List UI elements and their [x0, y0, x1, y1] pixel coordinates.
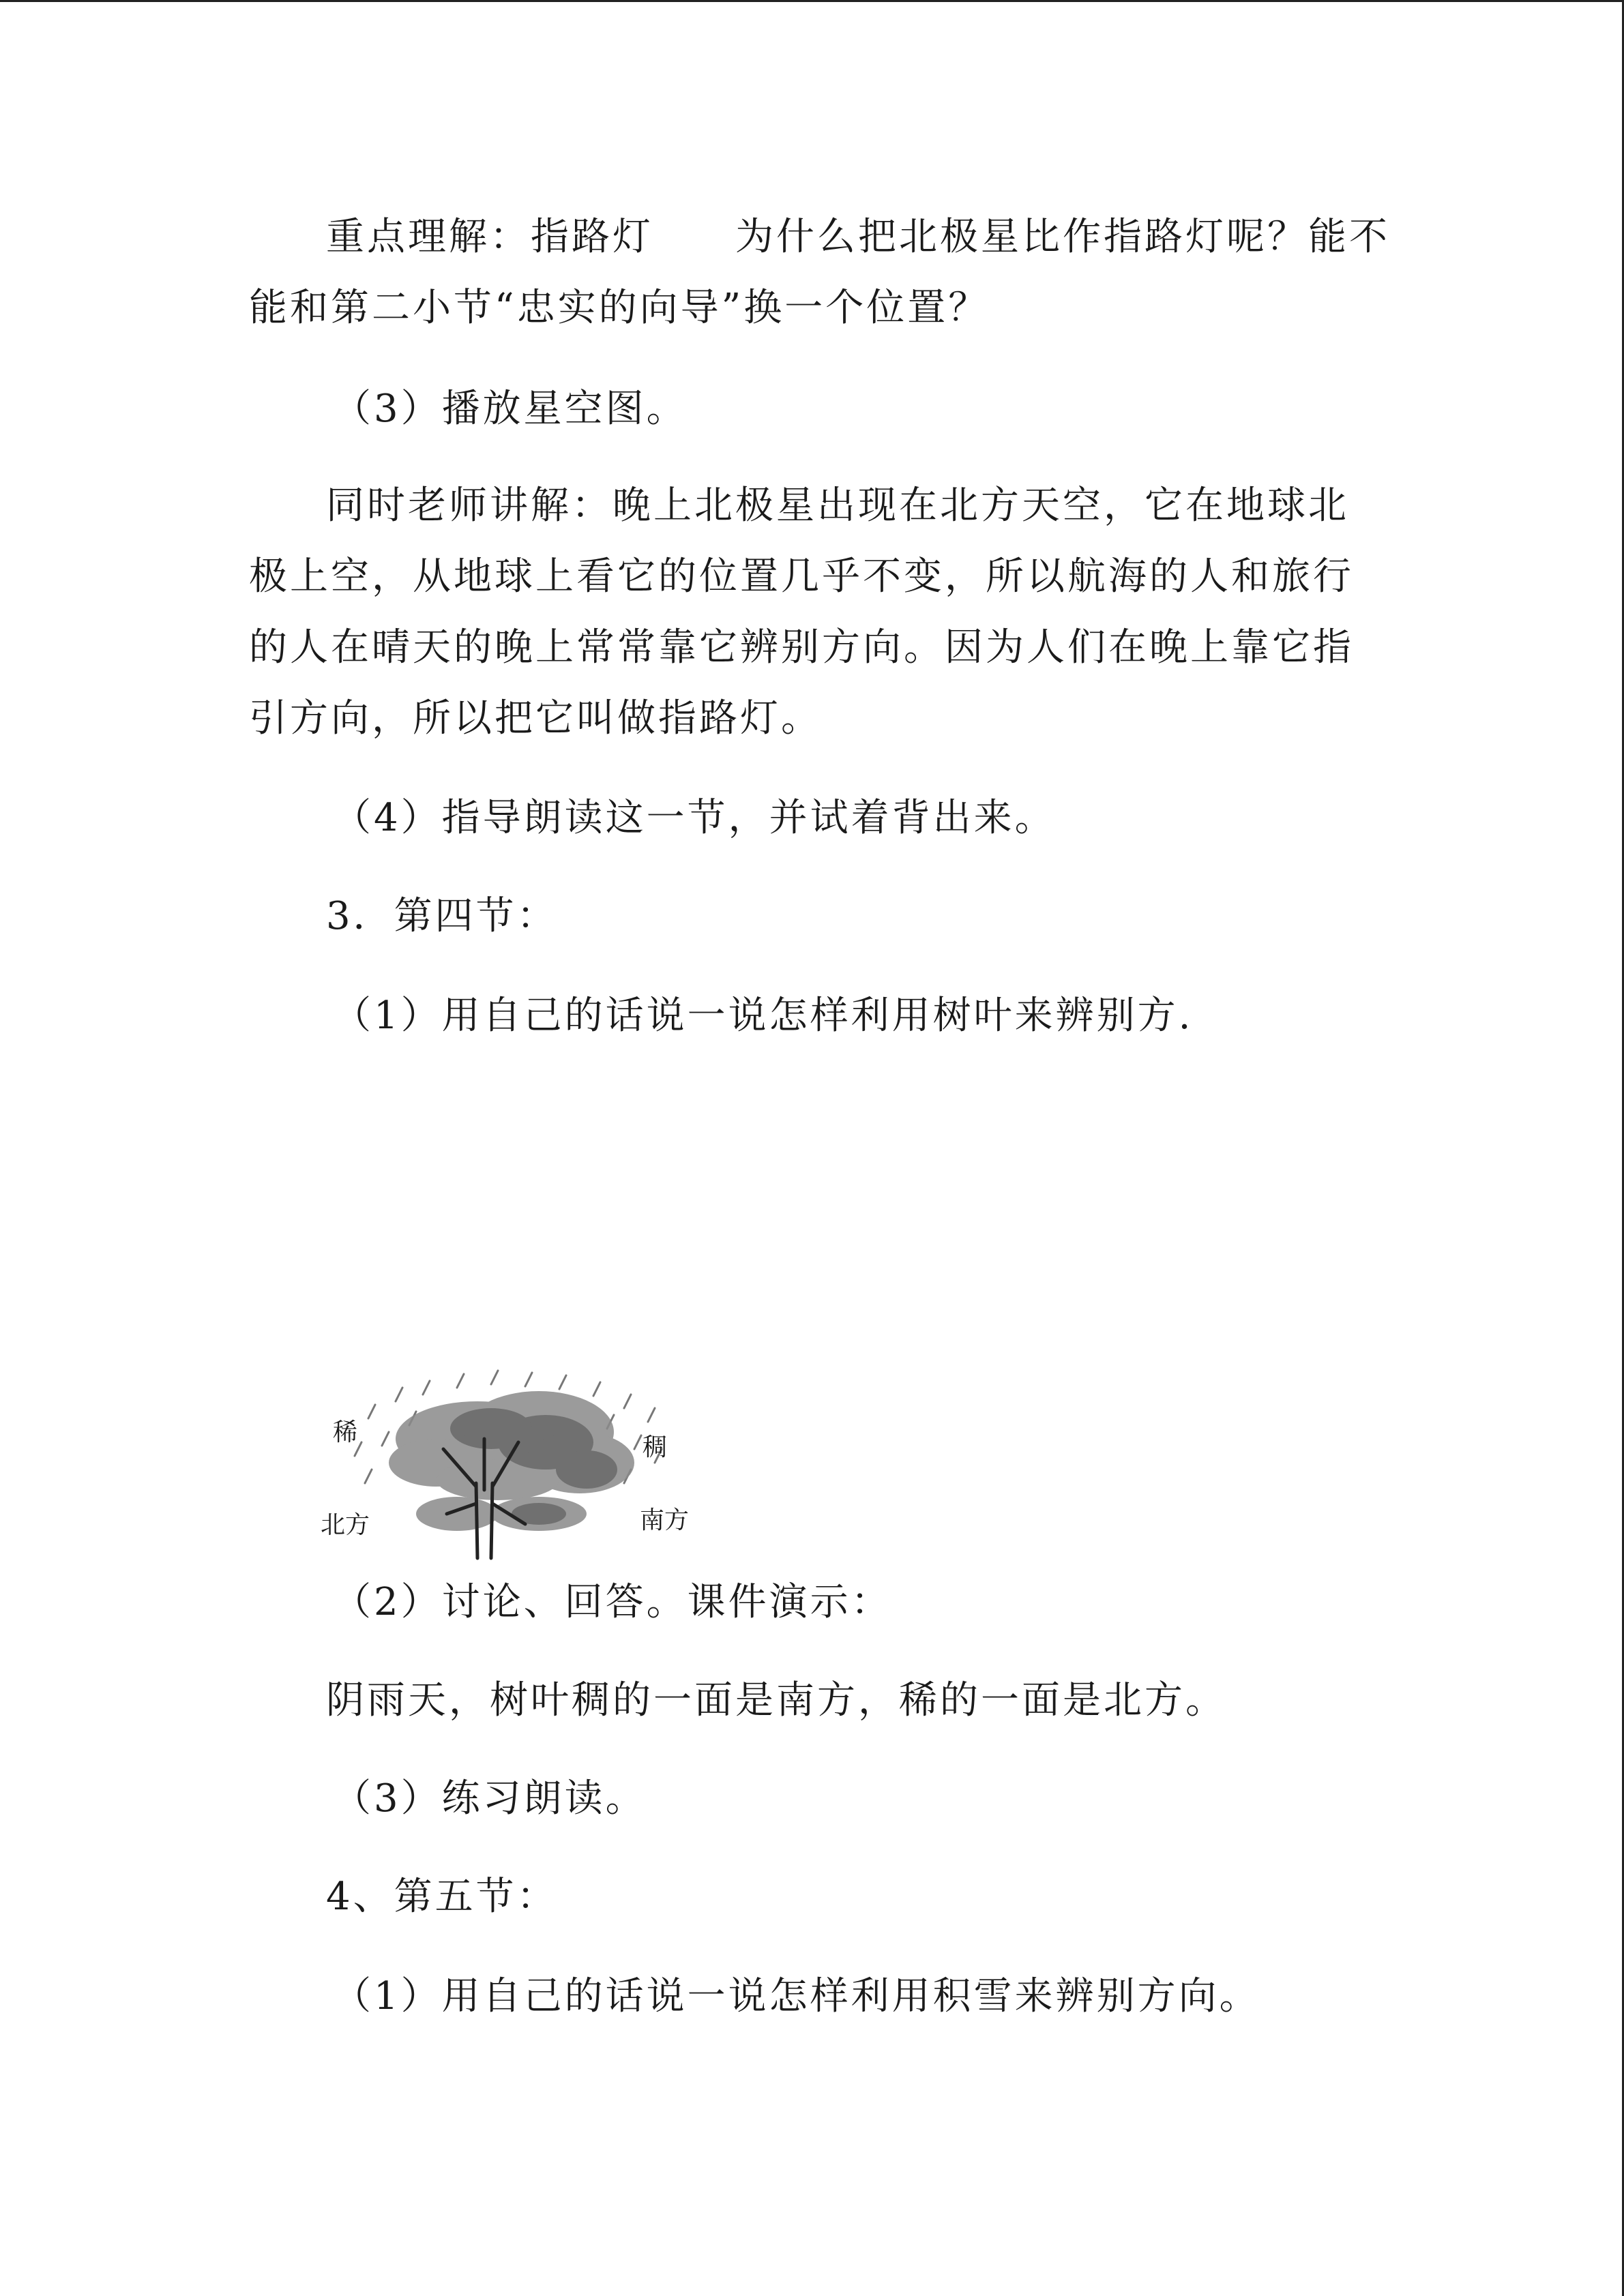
paragraph-rainy-day-rule: 阴雨天，树叶稠的一面是南方，稀的一面是北方。: [326, 1678, 1226, 1723]
tree-in-rain-illustration: [321, 1367, 730, 1565]
paragraph-key-point-line-1: 重点理解：指路灯 为什么把北极星比作指路灯呢？能不: [326, 215, 1390, 259]
paragraph-leaves-direction: （1）用自己的话说一说怎样利用树叶来辨别方.: [333, 994, 1194, 1038]
paragraph-teacher-explanation-line-2: 极上空，从地球上看它的位置几乎不变，所以航海的人和旅行: [249, 554, 1354, 599]
paragraph-teacher-explanation-line-4: 引方向，所以把它叫做指路灯。: [249, 696, 822, 741]
tree-illustration-graphic: [321, 1367, 730, 1565]
paragraph-snow-direction: （1）用自己的话说一说怎样利用积雪来辨别方向。: [333, 1974, 1260, 2018]
paragraph-key-point-line-2: 能和第二小节“忠实的向导”换一个位置？: [249, 286, 990, 330]
paragraph-step-3-star-map: （3）播放星空图。: [333, 387, 688, 431]
heading-section-four: 3．第四节：: [326, 894, 558, 938]
figure-label-dense: 稠: [643, 1433, 668, 1461]
figure-label-south: 南方: [640, 1506, 690, 1534]
page-top-border: [0, 0, 1624, 2]
heading-section-five: 4、第五节：: [326, 1875, 558, 1919]
paragraph-discussion-demo: （2）讨论、回答。课件演示：: [333, 1580, 892, 1624]
figure-label-north: 北方: [321, 1511, 370, 1539]
paragraph-teacher-explanation-line-3: 的人在晴天的晚上常常靠它辨别方向。因为人们在晚上靠它指: [249, 625, 1354, 670]
paragraph-practice-reading: （3）练习朗读。: [333, 1776, 647, 1821]
paragraph-step-4-recite: （4）指导朗读这一节，并试着背出来。: [333, 796, 1056, 840]
paragraph-teacher-explanation-line-1: 同时老师讲解：晚上北极星出现在北方天空，它在地球北: [326, 483, 1349, 528]
figure-label-sparse: 稀: [333, 1418, 358, 1446]
